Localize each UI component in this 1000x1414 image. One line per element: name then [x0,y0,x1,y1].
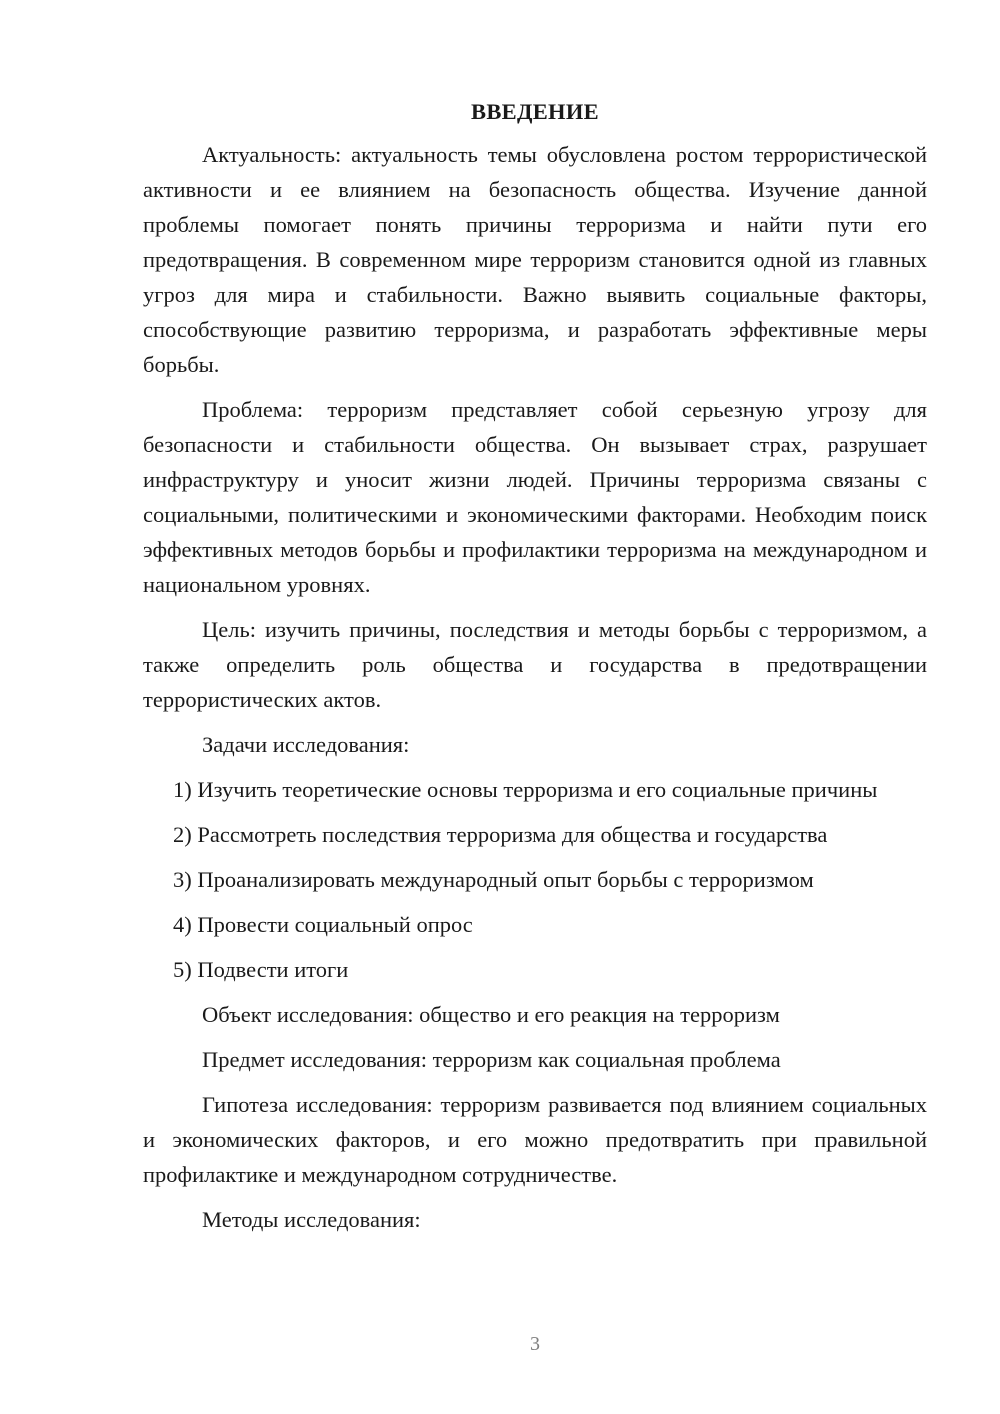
page-content [143,94,927,1247]
task-item-3: 3) Проанализировать международный опыт борьбы с терроризмом [173,867,814,892]
page-number: 3 [530,1333,540,1355]
subject-paragraph: Предмет исследования: терроризм как социальная проблема [202,1047,781,1072]
task-item-1: 1) Изучить теоретические основы терроризма и его социальные причины [173,777,878,802]
problem-paragraph: Проблема: терроризм представляет собой серьезную угрозу для безопасности и стабильности общества. Он вызывает страх, разрушает инфраструктуру и уносит жизни людей. Причины терроризма связаны с социальными, политическими и экономическими факторами. Необходим поиск эффективных методов борьбы и профилактики терроризма на международном и национальном уровнях. [143,397,927,597]
hypothesis-paragraph: Гипотеза исследования: терроризм развивается под влиянием социальных и экономических факторов, и его можно предотвратить при правильной профилактике и международном сотрудничестве. [143,1092,927,1187]
goal-paragraph: Цель: изучить причины, последствия и методы борьбы с терроризмом, а также определить роль общества и государства в предотвращении террористических актов. [143,617,927,712]
task-item-2: 2) Рассмотреть последствия терроризма для общества и государства [173,822,828,847]
task-item-4: 4) Провести социальный опрос [173,912,473,937]
tasks-heading: Задачи исследования: [202,732,410,757]
task-item-5: 5) Подвести итоги [173,957,349,982]
page-title: ВВЕДЕНИЕ [471,99,599,124]
relevance-paragraph: Актуальность: актуальность темы обусловлена ростом террористической активности и ее влиянием на безопасность общества. Изучение данной проблемы помогает понять причины терроризма и найти пути его предотвращения. В современном мире терроризм становится одной из главных угроз для мира и стабильности. Важно выявить социальные факторы, способствующие развитию терроризма, и разработать эффективные меры борьбы. [143,142,927,377]
methods-heading: Методы исследования: [202,1207,421,1232]
object-paragraph: Объект исследования: общество и его реакция на терроризм [202,1002,780,1027]
